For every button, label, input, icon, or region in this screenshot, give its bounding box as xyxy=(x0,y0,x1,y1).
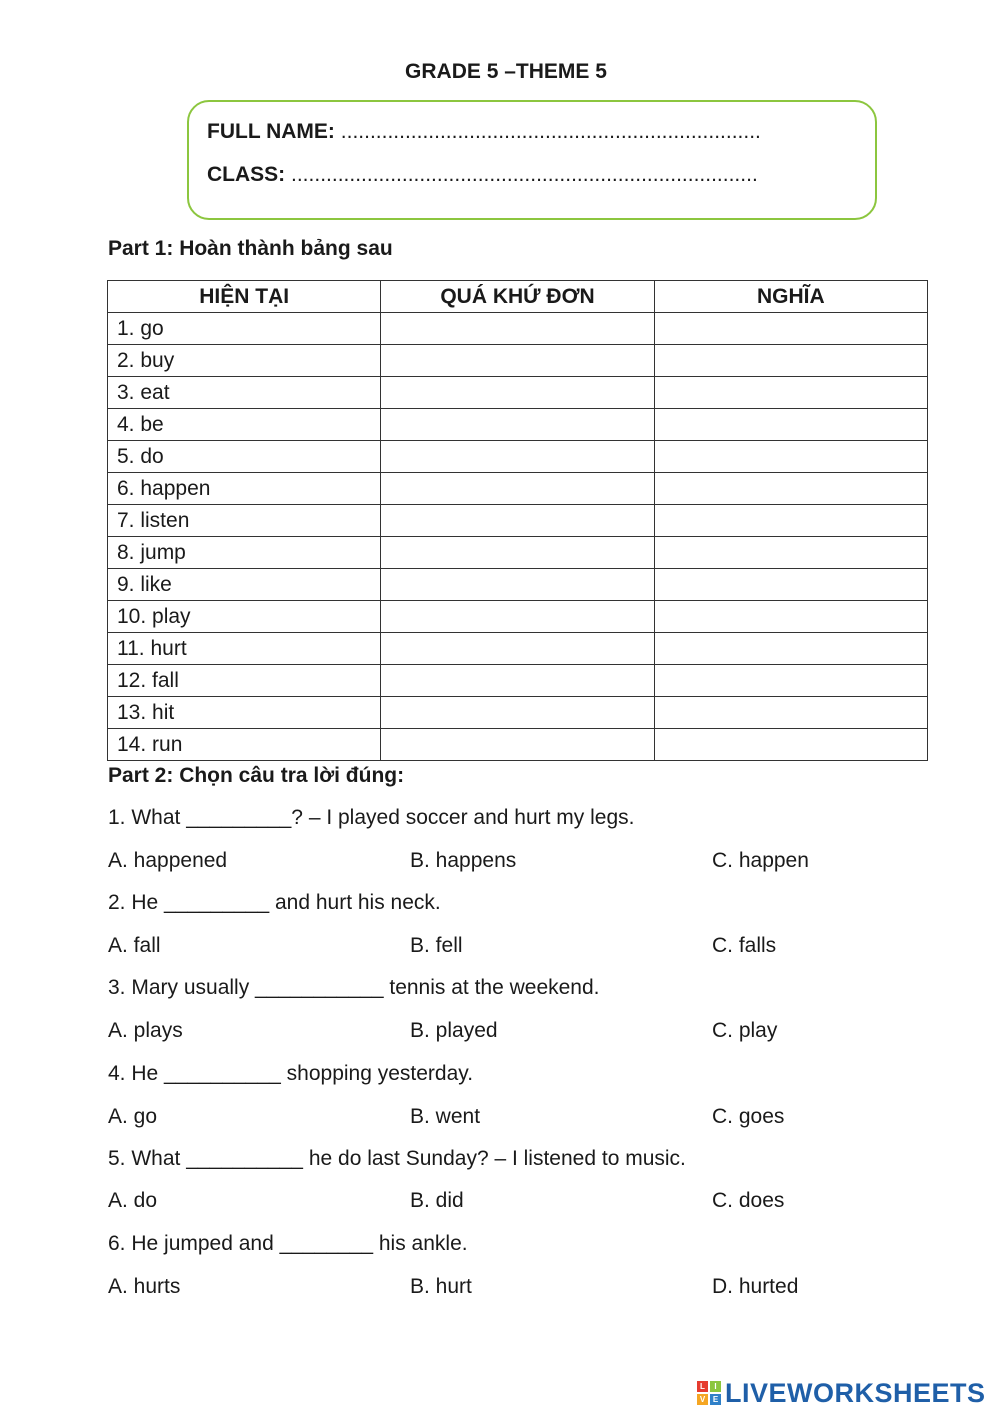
question-6-option-d[interactable]: D. hurted xyxy=(712,1275,799,1298)
past-simple-answer-cell[interactable] xyxy=(381,441,654,473)
question-4-option-b[interactable]: B. went xyxy=(410,1105,481,1128)
present-verb-cell: 4. be xyxy=(108,409,381,441)
present-verb-cell: 6. happen xyxy=(108,473,381,505)
table-row xyxy=(108,377,928,409)
past-simple-answer-cell[interactable] xyxy=(381,697,654,729)
class-field[interactable]: ................................................................................ xyxy=(291,163,758,186)
verb-table xyxy=(107,280,928,761)
question-4-option-a[interactable]: A. go xyxy=(108,1105,158,1128)
past-simple-answer-cell[interactable] xyxy=(381,377,654,409)
present-verb-cell: 5. do xyxy=(108,441,381,473)
present-verb-cell: 14. run xyxy=(108,729,381,761)
meaning-answer-cell[interactable] xyxy=(654,409,927,441)
meaning-answer-cell[interactable] xyxy=(654,313,927,345)
part1-heading: Part 1: Hoàn thành bảng sau xyxy=(108,237,393,260)
column-header-meaning: NGHĨA xyxy=(654,281,927,313)
logo-letter-v: V xyxy=(697,1394,708,1405)
meaning-answer-cell[interactable] xyxy=(654,441,927,473)
present-verb-cell: 8. jump xyxy=(108,537,381,569)
question-2: 2. He _________ and hurt his neck. xyxy=(108,891,441,914)
question-5-option-a[interactable]: A. do xyxy=(108,1189,158,1212)
table-row xyxy=(108,409,928,441)
question-4-option-c[interactable]: C. goes xyxy=(712,1105,785,1128)
table-row xyxy=(108,569,928,601)
question-1-option-c[interactable]: C. happen xyxy=(712,849,809,872)
logo-letter-i: I xyxy=(710,1381,721,1392)
table-row xyxy=(108,441,928,473)
column-header-present: HIỆN TẠI xyxy=(108,281,381,313)
question-5-option-c[interactable]: C. does xyxy=(712,1189,785,1212)
table-row xyxy=(108,505,928,537)
table-row xyxy=(108,537,928,569)
question-1-option-a[interactable]: A. happened xyxy=(108,849,228,872)
meaning-answer-cell[interactable] xyxy=(654,377,927,409)
question-1: 1. What _________? – I played soccer and hurt my legs. xyxy=(108,806,635,829)
meaning-answer-cell[interactable] xyxy=(654,345,927,377)
present-verb-cell: 11. hurt xyxy=(108,633,381,665)
question-2-option-b[interactable]: B. fell xyxy=(410,934,463,957)
table-row xyxy=(108,473,928,505)
meaning-answer-cell[interactable] xyxy=(654,633,927,665)
table-row xyxy=(108,601,928,633)
question-6: 6. He jumped and ________ his ankle. xyxy=(108,1232,468,1255)
past-simple-answer-cell[interactable] xyxy=(381,473,654,505)
question-2-option-c[interactable]: C. falls xyxy=(712,934,777,957)
class-row xyxy=(207,163,758,187)
table-row xyxy=(108,633,928,665)
present-verb-cell: 2. buy xyxy=(108,345,381,377)
past-simple-answer-cell[interactable] xyxy=(381,345,654,377)
question-3-option-c[interactable]: C. play xyxy=(712,1019,778,1042)
question-3-option-b[interactable]: B. played xyxy=(410,1019,498,1042)
full-name-field[interactable]: ........................................................................ xyxy=(340,120,761,143)
meaning-answer-cell[interactable] xyxy=(654,537,927,569)
present-verb-cell: 1. go xyxy=(108,313,381,345)
meaning-answer-cell[interactable] xyxy=(654,697,927,729)
table-row xyxy=(108,313,928,345)
meaning-answer-cell[interactable] xyxy=(654,601,927,633)
full-name-label: FULL NAME: xyxy=(207,120,335,143)
past-simple-answer-cell[interactable] xyxy=(381,537,654,569)
logo-letter-l: L xyxy=(697,1381,708,1392)
meaning-answer-cell[interactable] xyxy=(654,473,927,505)
liveworksheets-logo xyxy=(697,1378,986,1408)
past-simple-answer-cell[interactable] xyxy=(381,313,654,345)
student-info-box xyxy=(187,100,877,220)
full-name-row xyxy=(207,120,761,144)
meaning-answer-cell[interactable] xyxy=(654,569,927,601)
past-simple-answer-cell[interactable] xyxy=(381,665,654,697)
past-simple-answer-cell[interactable] xyxy=(381,633,654,665)
table-row xyxy=(108,697,928,729)
question-3-option-a[interactable]: A. plays xyxy=(108,1019,183,1042)
meaning-answer-cell[interactable] xyxy=(654,505,927,537)
present-verb-cell: 13. hit xyxy=(108,697,381,729)
question-5: 5. What __________ he do last Sunday? – I listened to music. xyxy=(108,1147,686,1170)
worksheet-title: GRADE 5 –THEME 5 xyxy=(405,60,607,83)
question-2-option-a[interactable]: A. fall xyxy=(108,934,161,957)
question-1-option-b[interactable]: B. happens xyxy=(410,849,517,872)
logo-letter-e: E xyxy=(710,1394,721,1405)
part2-heading: Part 2: Chọn câu tra lời đúng: xyxy=(108,764,405,787)
question-6-option-b[interactable]: B. hurt xyxy=(410,1275,472,1298)
question-5-option-b[interactable]: B. did xyxy=(410,1189,464,1212)
column-header-past-simple: QUÁ KHỨ ĐƠN xyxy=(381,281,654,313)
present-verb-cell: 7. listen xyxy=(108,505,381,537)
table-row xyxy=(108,729,928,761)
past-simple-answer-cell[interactable] xyxy=(381,729,654,761)
past-simple-answer-cell[interactable] xyxy=(381,409,654,441)
question-3: 3. Mary usually ___________ tennis at the weekend. xyxy=(108,976,600,999)
question-6-option-a[interactable]: A. hurts xyxy=(108,1275,181,1298)
table-header-row xyxy=(108,281,928,313)
present-verb-cell: 9. like xyxy=(108,569,381,601)
question-4: 4. He __________ shopping yesterday. xyxy=(108,1062,474,1085)
past-simple-answer-cell[interactable] xyxy=(381,505,654,537)
present-verb-cell: 10. play xyxy=(108,601,381,633)
meaning-answer-cell[interactable] xyxy=(654,665,927,697)
past-simple-answer-cell[interactable] xyxy=(381,569,654,601)
meaning-answer-cell[interactable] xyxy=(654,729,927,761)
logo-text: LIVEWORKSHEETS xyxy=(725,1377,986,1408)
logo-mark-icon xyxy=(697,1381,721,1405)
present-verb-cell: 3. eat xyxy=(108,377,381,409)
present-verb-cell: 12. fall xyxy=(108,665,381,697)
table-row xyxy=(108,345,928,377)
class-label: CLASS: xyxy=(207,163,286,186)
past-simple-answer-cell[interactable] xyxy=(381,601,654,633)
table-row xyxy=(108,665,928,697)
